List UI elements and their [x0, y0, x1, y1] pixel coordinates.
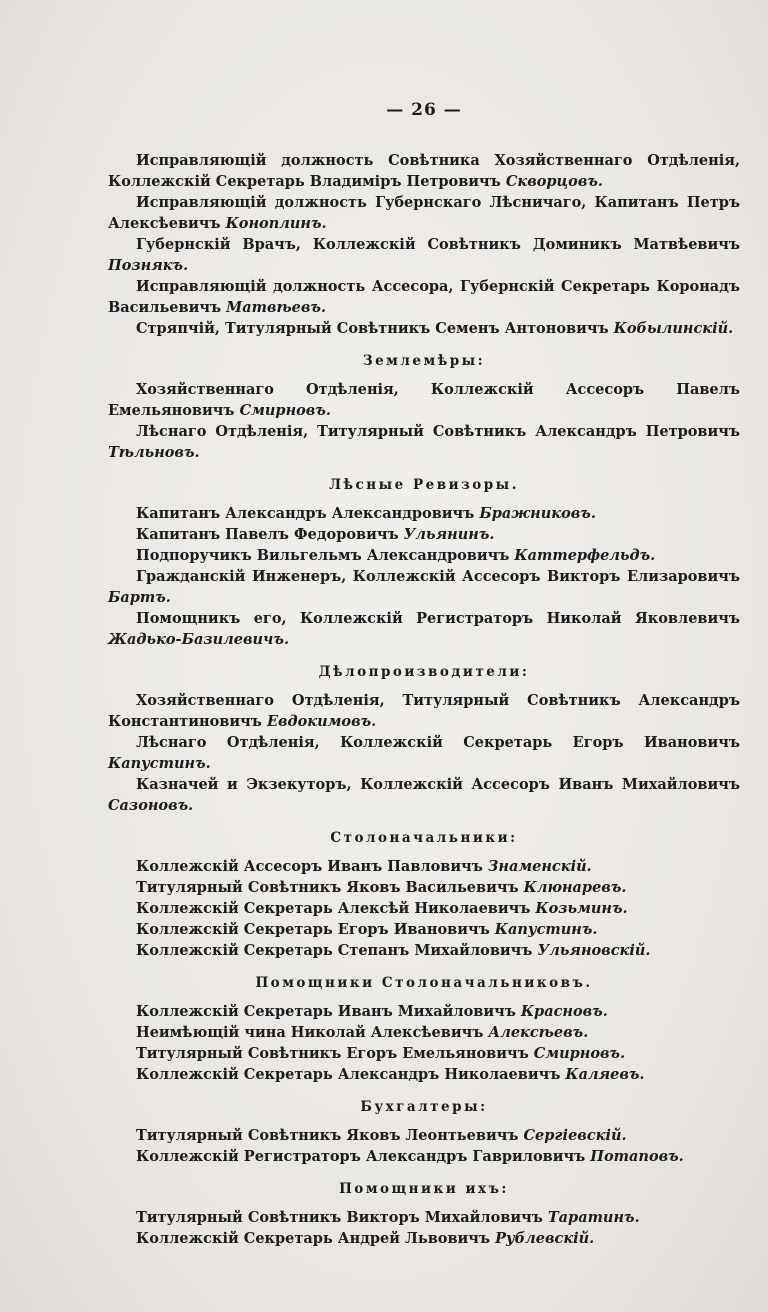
- entry-text: Капитанъ Александръ Александровичъ: [136, 505, 480, 522]
- entry-surname: Бартъ.: [108, 589, 171, 606]
- entry-paragraph: [108, 898, 740, 919]
- entry-paragraph: [108, 192, 740, 234]
- entry-paragraph: [108, 318, 740, 339]
- intro-block: [108, 150, 740, 339]
- entry-text: Капитанъ Павелъ Федоровичъ: [136, 526, 404, 543]
- entry-surname: Козьминъ.: [535, 900, 628, 917]
- entry-text: Титулярный Совѣтникъ Яковъ Леонтьевичъ: [136, 1127, 524, 1144]
- entry-text: Хозяйственнаго Отдѣленія, Титулярный Совѣтникъ Александръ Константиновичъ: [108, 692, 740, 730]
- entry-text: Лѣснаго Отдѣленія, Титулярный Совѣтникъ Александръ Петровичъ: [136, 423, 740, 440]
- entry-paragraph: [108, 379, 740, 421]
- entry-surname: Каттерфельдъ.: [514, 547, 656, 564]
- entry-paragraph: [108, 608, 740, 650]
- entry-text: Титулярный Совѣтникъ Яковъ Васильевичъ: [136, 879, 524, 896]
- entry-text: Титулярный Совѣтникъ Егоръ Емельяновичъ: [136, 1045, 534, 1062]
- entry-paragraph: [108, 1146, 740, 1167]
- entry-surname: Смирновъ.: [533, 1045, 626, 1062]
- entry-text: Казначей и Экзекуторъ, Коллежскій Ассесоръ Иванъ Михайловичъ: [136, 776, 740, 793]
- entry-surname: Красновъ.: [520, 1003, 608, 1020]
- page-number: — 26 —: [386, 100, 462, 120]
- entry-text: Исправляющій должность Ассесора, Губернскій Секретарь Коронадъ Васильевичъ: [108, 278, 740, 316]
- entry-surname: Потаповъ.: [590, 1148, 684, 1165]
- entry-text: Лѣснаго Отдѣленія, Коллежскій Секретарь Егоръ Ивановичъ: [136, 734, 740, 751]
- entry-surname: Капустинъ.: [108, 755, 211, 772]
- section-heading: Помощники Столоначальниковъ.: [255, 975, 593, 991]
- entry-surname: Алексѣевъ.: [488, 1024, 589, 1041]
- entry-text: Гражданскій Инженеръ, Коллежскій Ассесоръ Викторъ Елизаровичъ: [136, 568, 740, 585]
- entry-paragraph: [108, 940, 740, 961]
- entry-surname: Кобылинскій.: [613, 320, 734, 337]
- entry-surname: Капустинъ.: [494, 921, 598, 938]
- entry-text: Коллежскій Регистраторъ Александръ Гавриловичъ: [136, 1148, 591, 1165]
- entry-paragraph: [108, 774, 740, 816]
- sections-block: [108, 353, 740, 1249]
- entry-text: Коллежскій Секретарь Александръ Николаевичъ: [136, 1066, 566, 1083]
- entry-paragraph: [108, 566, 740, 608]
- entry-text: Помощникъ его, Коллежскій Регистраторъ Николай Яковлевичъ: [136, 610, 740, 627]
- entry-surname: Ульянинъ.: [403, 526, 495, 543]
- entry-surname: Каляевъ.: [565, 1066, 645, 1083]
- entry-surname: Скворцовъ.: [505, 173, 603, 190]
- entry-paragraph: [108, 1064, 740, 1085]
- section-heading: Бухгалтеры:: [360, 1099, 488, 1115]
- section-heading: Столоначальники:: [330, 830, 518, 846]
- entry-paragraph: [108, 1207, 740, 1228]
- entry-paragraph: [108, 234, 740, 276]
- entry-paragraph: [108, 503, 740, 524]
- entry-surname: Сазоновъ.: [108, 797, 194, 814]
- entry-text: Коллежскій Секретарь Алексѣй Николаевичъ: [136, 900, 536, 917]
- entry-text: Коллежскій Секретарь Иванъ Михайловичъ: [136, 1003, 521, 1020]
- entry-text: Неимѣющій чина Николай Алексѣевичъ: [136, 1024, 489, 1041]
- entry-text: Хозяйственнаго Отдѣленія, Коллежскій Ассесоръ Павелъ Емельяновичъ: [108, 381, 740, 419]
- entry-text: Исправляющій должность Губернскаго Лѣсничаго, Капитанъ Петръ Алексѣевичъ: [108, 194, 740, 232]
- section-entries: [108, 690, 740, 816]
- entry-text: Стряпчій, Титулярный Совѣтникъ Семенъ Антоновичъ: [136, 320, 614, 337]
- entry-paragraph: [108, 524, 740, 545]
- entry-paragraph: [108, 690, 740, 732]
- section-entries: [108, 1125, 740, 1167]
- entry-paragraph: [108, 421, 740, 463]
- entry-paragraph: [108, 1022, 740, 1043]
- section-entries: [108, 503, 740, 650]
- entry-paragraph: [108, 150, 740, 192]
- entry-paragraph: [108, 545, 740, 566]
- entry-surname: Сергіевскій.: [523, 1127, 627, 1144]
- entry-surname: Жадько-Базилевичъ.: [108, 631, 290, 648]
- section-heading: Лѣсные Ревизоры.: [329, 477, 519, 493]
- entry-surname: Познякъ.: [108, 257, 189, 274]
- entry-text: Коллежскій Секретарь Степанъ Михайловичъ: [136, 942, 538, 959]
- section-entries: [108, 1001, 740, 1085]
- section-entries: [108, 856, 740, 961]
- entry-text: Коллежскій Секретарь Андрей Львовичъ: [136, 1230, 496, 1247]
- entry-paragraph: [108, 1001, 740, 1022]
- entry-surname: Коноплинъ.: [225, 215, 327, 232]
- entry-surname: Смирновъ.: [239, 402, 331, 419]
- entry-text: Титулярный Совѣтникъ Викторъ Михайловичъ: [136, 1209, 548, 1226]
- entry-paragraph: [108, 1043, 740, 1064]
- entry-surname: Рублевскій.: [495, 1230, 595, 1247]
- entry-paragraph: [108, 1228, 740, 1249]
- section-heading: Землемѣры:: [362, 353, 486, 369]
- section-entries: [108, 379, 740, 463]
- entry-surname: Ульяновскій.: [537, 942, 651, 959]
- entry-paragraph: [108, 1125, 740, 1146]
- entry-text: Исправляющій должность Совѣтника Хозяйственнаго Отдѣленія, Коллежскій Секретарь Владиміръ Петровичъ: [108, 152, 740, 190]
- entry-surname: Тѣльновъ.: [108, 444, 200, 461]
- entry-surname: Евдокимовъ.: [266, 713, 377, 730]
- entry-surname: Знаменскій.: [487, 858, 592, 875]
- entry-paragraph: [108, 877, 740, 898]
- entry-text: Коллежскій Секретарь Егоръ Ивановичъ: [136, 921, 495, 938]
- entry-text: Подпоручикъ Вильгельмъ Александровичъ: [136, 547, 515, 564]
- section-heading: Помощники ихъ:: [339, 1181, 509, 1197]
- entry-surname: Матвѣевъ.: [226, 299, 327, 316]
- entry-text: Коллежскій Ассесоръ Иванъ Павловичъ: [136, 858, 488, 875]
- section-entries: [108, 1207, 740, 1249]
- entry-paragraph: [108, 919, 740, 940]
- entry-surname: Клюнаревъ.: [523, 879, 627, 896]
- entry-surname: Бражниковъ.: [479, 505, 596, 522]
- section-heading: Дѣлопроизводители:: [318, 664, 530, 680]
- entry-text: Губернскій Врачъ, Коллежскій Совѣтникъ Доминикъ Матвѣевичъ: [136, 236, 740, 253]
- entry-paragraph: [108, 276, 740, 318]
- entry-surname: Таратинъ.: [547, 1209, 640, 1226]
- entry-paragraph: [108, 732, 740, 774]
- entry-paragraph: [108, 856, 740, 877]
